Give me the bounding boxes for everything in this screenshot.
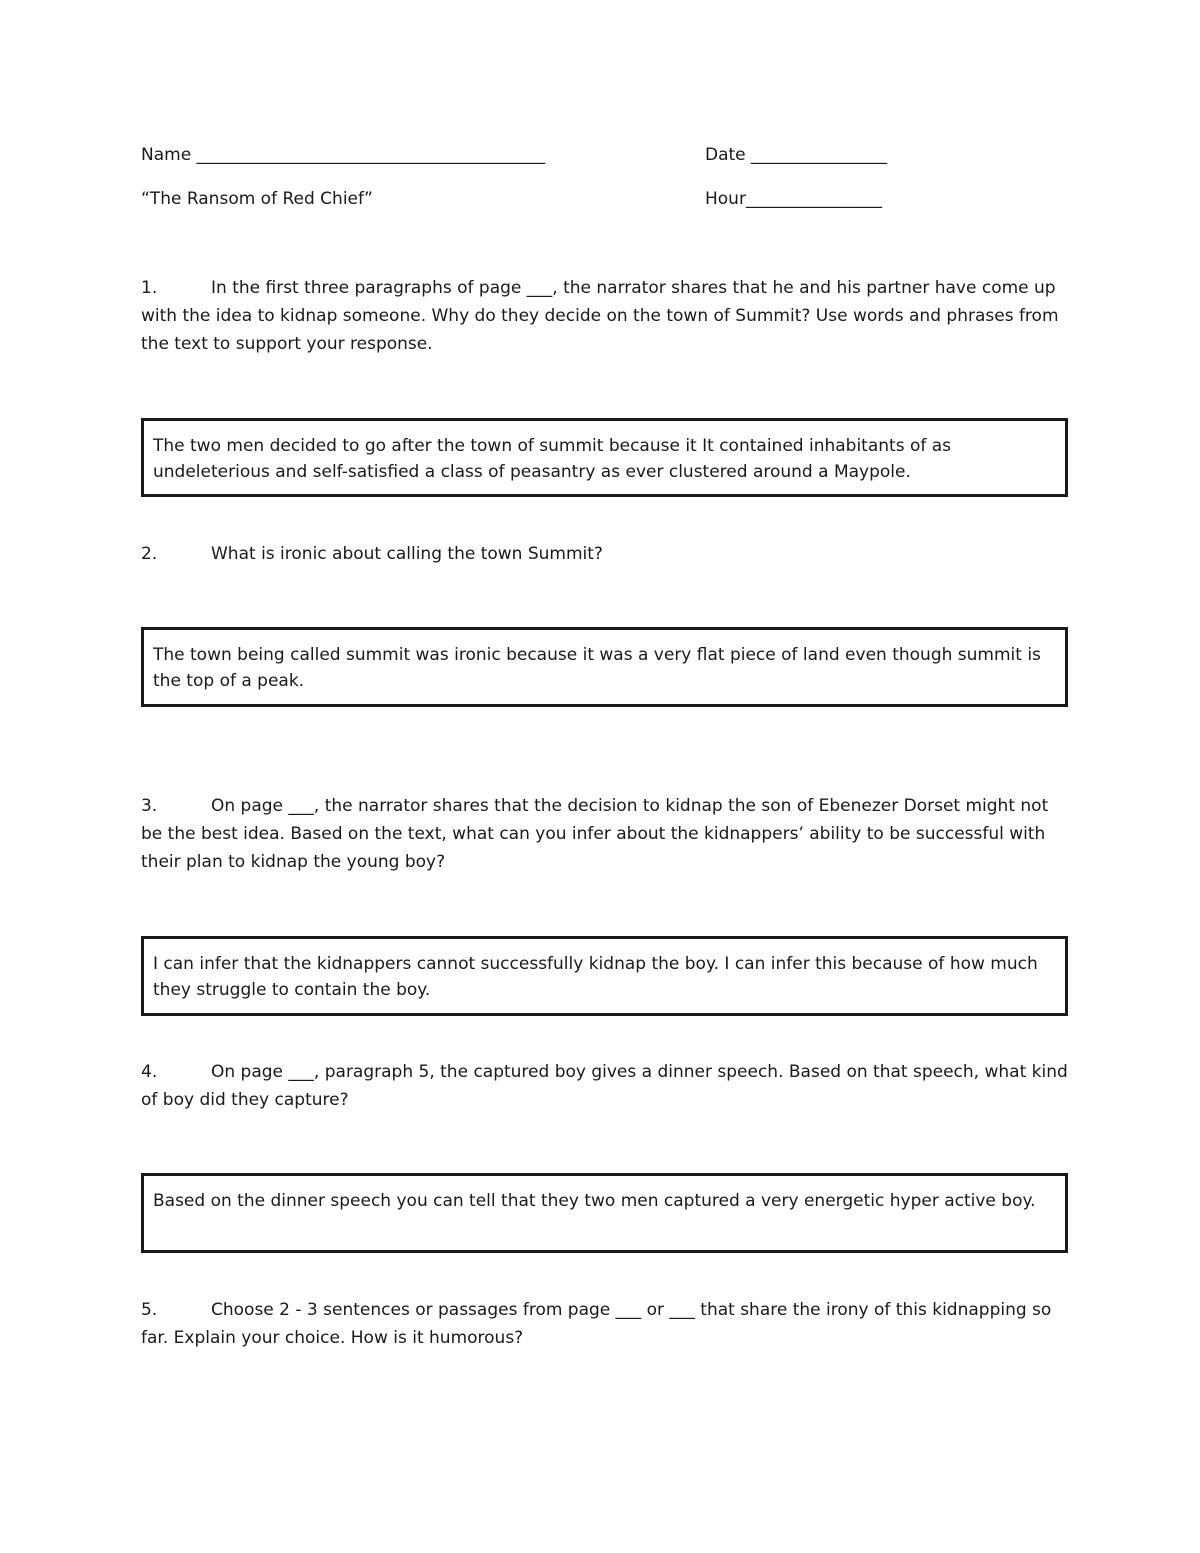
question-number: 2. [141, 544, 158, 564]
answer-box-4[interactable]: Based on the dinner speech you can tell that they two men captured a very energetic hyper active boy. [141, 1173, 1068, 1253]
question-text: In the first three paragraphs of page ___, the narrator shares that he and his partner have come up with the idea to kidnap someone. Why do they decide on the town of Summit? Use words and phrases from the text to support your response. [141, 278, 1059, 354]
question-1 [141, 274, 1071, 358]
hour-field[interactable]: Hour________________ [705, 189, 882, 209]
question-text: Choose 2 - 3 sentences or passages from page ___ or ___ that share the irony of this kidnapping so far. Explain your choice. How is it humorous? [141, 1300, 1052, 1348]
question-text: What is ironic about calling the town Summit? [211, 544, 603, 564]
answer-box-1[interactable]: The two men decided to go after the town of summit because it It contained inhabitants of as undeleterious and self-satisfied a class of peasantry as ever clustered around a Maypole. [141, 418, 1068, 497]
question-text: On page ___, paragraph 5, the captured boy gives a dinner speech. Based on that speech, what kind of boy did they capture? [141, 1062, 1068, 1110]
question-3 [141, 792, 1071, 876]
story-title: “The Ransom of Red Chief” [141, 189, 373, 209]
question-5 [141, 1296, 1071, 1352]
question-number: 1. [141, 278, 158, 298]
question-text: On page ___, the narrator shares that the decision to kidnap the son of Ebenezer Dorset might not be the best idea. Based on the text, what can you infer about the kidnappers’ ability to be successful with their plan to kidnap the young boy? [141, 796, 1049, 872]
question-number: 5. [141, 1300, 158, 1320]
question-2 [141, 540, 1071, 568]
date-field[interactable]: Date ________________ [705, 145, 888, 165]
question-number: 4. [141, 1062, 158, 1082]
question-number: 3. [141, 796, 158, 816]
answer-box-2[interactable]: The town being called summit was ironic because it was a very flat piece of land even though summit is the top of a peak. [141, 627, 1068, 707]
question-4 [141, 1058, 1071, 1114]
answer-box-3[interactable]: I can infer that the kidnappers cannot successfully kidnap the boy. I can infer this because of how much they struggle to contain the boy. [141, 936, 1068, 1016]
name-field[interactable]: Name _________________________________________ [141, 145, 546, 165]
